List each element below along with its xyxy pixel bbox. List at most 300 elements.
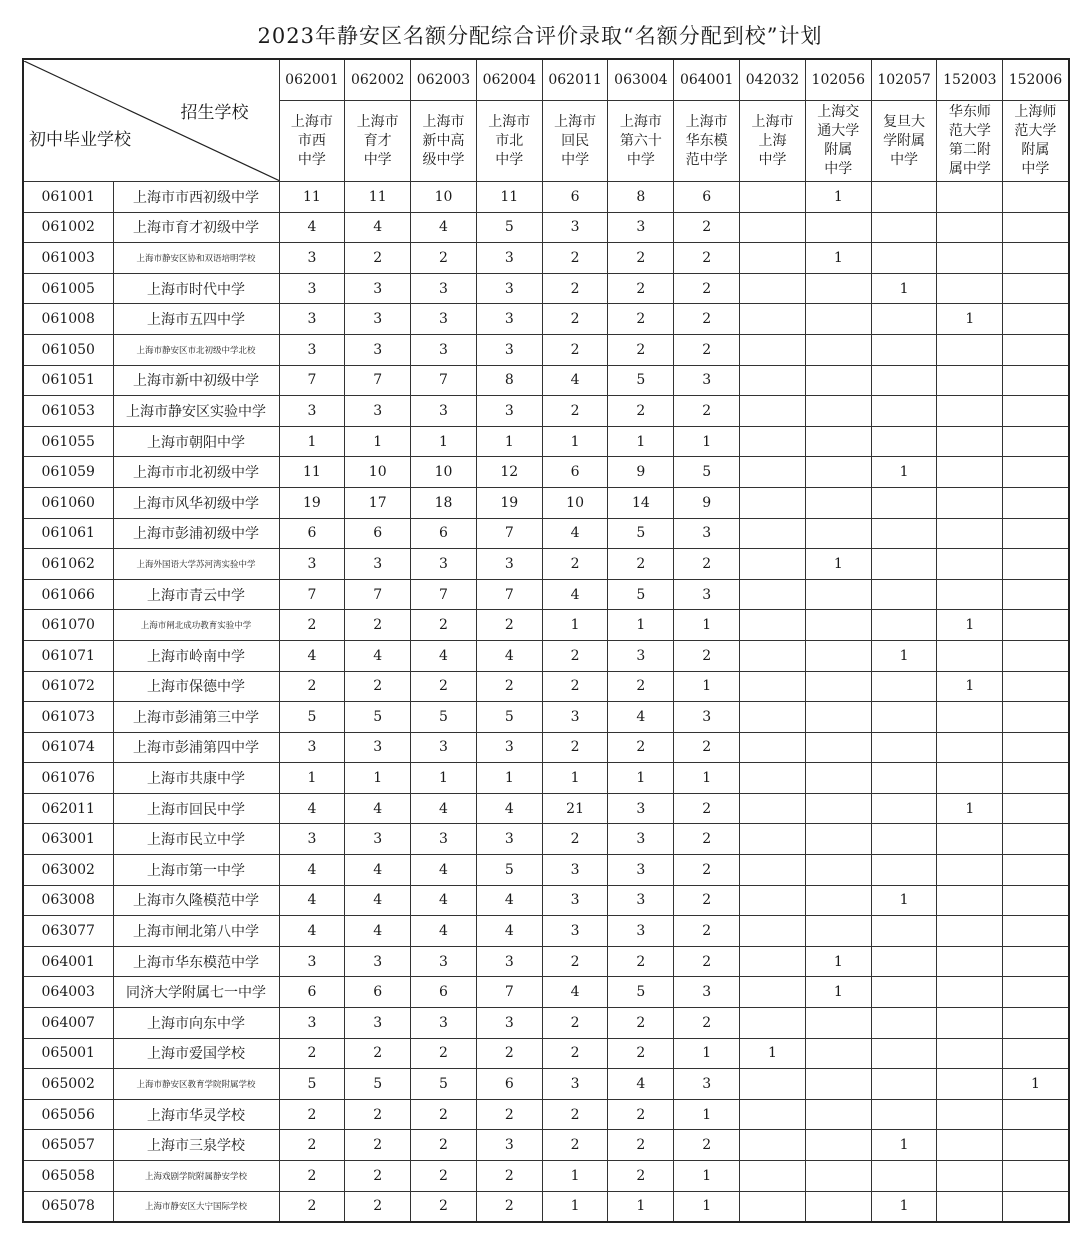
quota-cell — [805, 855, 871, 886]
school-name-line: 中学 — [758, 151, 787, 168]
quota-cell: 19 — [279, 487, 345, 518]
quota-cell — [740, 977, 806, 1008]
quota-cell: 6 — [476, 1069, 542, 1100]
school-code-header: 062002 — [345, 59, 411, 101]
quota-cell: 2 — [411, 671, 477, 702]
quota-cell: 3 — [345, 273, 411, 304]
quota-cell — [1003, 671, 1069, 702]
quota-cell — [1003, 1099, 1069, 1130]
quota-cell — [871, 243, 937, 274]
quota-cell — [871, 426, 937, 457]
quota-cell — [1003, 457, 1069, 488]
quota-cell — [937, 243, 1003, 274]
quota-cell — [871, 732, 937, 763]
quota-cell — [805, 457, 871, 488]
quota-cell: 2 — [608, 1130, 674, 1161]
graduating-school-code: 061002 — [23, 212, 113, 243]
quota-cell: 10 — [411, 182, 477, 213]
quota-cell: 2 — [345, 610, 411, 641]
quota-cell: 2 — [411, 1038, 477, 1069]
quota-cell: 3 — [542, 1069, 608, 1100]
quota-cell: 2 — [345, 1161, 411, 1192]
quota-cell: 2 — [345, 671, 411, 702]
quota-cell: 7 — [279, 365, 345, 396]
quota-cell: 7 — [345, 579, 411, 610]
quota-cell — [937, 1161, 1003, 1192]
quota-cell: 6 — [279, 518, 345, 549]
quota-cell: 4 — [279, 793, 345, 824]
quota-cell: 8 — [476, 365, 542, 396]
quota-cell — [1003, 243, 1069, 274]
quota-cell: 1 — [871, 1191, 937, 1222]
quota-cell: 2 — [411, 243, 477, 274]
quota-cell: 2 — [608, 304, 674, 335]
quota-cell: 17 — [345, 487, 411, 518]
school-name-line: 华东师 — [948, 104, 991, 120]
quota-cell: 3 — [411, 334, 477, 365]
quota-cell: 1 — [805, 182, 871, 213]
quota-cell: 2 — [411, 1161, 477, 1192]
quota-cell: 9 — [608, 457, 674, 488]
quota-cell: 3 — [411, 824, 477, 855]
quota-cell — [937, 640, 1003, 671]
table-row — [23, 885, 1069, 916]
quota-cell — [740, 671, 806, 702]
quota-cell — [1003, 763, 1069, 794]
quota-cell: 2 — [476, 1191, 542, 1222]
quota-cell: 6 — [542, 457, 608, 488]
quota-cell — [937, 1099, 1003, 1130]
quota-cell — [1003, 916, 1069, 947]
quota-cell — [1003, 487, 1069, 518]
quota-cell: 2 — [674, 334, 740, 365]
quota-cell: 5 — [345, 1069, 411, 1100]
quota-cell — [740, 946, 806, 977]
quota-cell: 3 — [608, 885, 674, 916]
school-name-line: 第六十 — [619, 132, 662, 149]
school-name-header — [345, 101, 411, 182]
quota-cell — [937, 182, 1003, 213]
quota-cell: 3 — [674, 1069, 740, 1100]
quota-cell: 3 — [345, 304, 411, 335]
table-row — [23, 549, 1069, 580]
quota-cell: 4 — [411, 640, 477, 671]
quota-cell: 3 — [279, 1008, 345, 1039]
quota-cell: 4 — [476, 640, 542, 671]
graduating-school-code: 061072 — [23, 671, 113, 702]
quota-cell: 1 — [411, 763, 477, 794]
table-row — [23, 793, 1069, 824]
quota-cell — [937, 1038, 1003, 1069]
quota-cell: 2 — [608, 1038, 674, 1069]
quota-cell: 3 — [674, 518, 740, 549]
quota-cell: 1 — [279, 426, 345, 457]
page-title: 2023年静安区名额分配综合评价录取“名额分配到校”计划 — [257, 24, 823, 48]
graduating-school-code: 061008 — [23, 304, 113, 335]
quota-cell: 1 — [674, 426, 740, 457]
table-row — [23, 365, 1069, 396]
quota-cell: 3 — [411, 396, 477, 427]
quota-cell — [1003, 549, 1069, 580]
quota-cell — [937, 732, 1003, 763]
school-name-line: 附属 — [1021, 142, 1050, 158]
quota-cell: 2 — [279, 1038, 345, 1069]
table-row — [23, 1008, 1069, 1039]
quota-cell: 2 — [674, 212, 740, 243]
graduating-school-name: 上海市静安区大宁国际学校 — [113, 1191, 279, 1222]
quota-cell: 1 — [411, 426, 477, 457]
quota-cell: 2 — [542, 1038, 608, 1069]
quota-cell: 3 — [674, 365, 740, 396]
graduating-school-name: 同济大学附属七一中学 — [113, 977, 279, 1008]
quota-cell: 4 — [345, 916, 411, 947]
school-name-line: 中学 — [297, 151, 326, 168]
quota-cell — [871, 304, 937, 335]
quota-cell — [805, 487, 871, 518]
quota-cell — [937, 1191, 1003, 1222]
quota-cell: 7 — [279, 579, 345, 610]
quota-cell: 2 — [345, 1130, 411, 1161]
school-code-header: 152006 — [1003, 59, 1069, 101]
enrolling-school-label: 招生学校 — [180, 102, 249, 123]
quota-cell: 4 — [345, 885, 411, 916]
quota-cell: 8 — [608, 182, 674, 213]
quota-cell: 2 — [411, 1099, 477, 1130]
quota-cell: 1 — [608, 610, 674, 641]
school-name-header — [740, 101, 806, 182]
quota-cell: 1 — [937, 304, 1003, 335]
graduating-school-label: 初中毕业学校 — [29, 129, 131, 150]
graduating-school-name: 上海市静安区教育学院附属学校 — [113, 1069, 279, 1100]
table-row — [23, 182, 1069, 213]
quota-cell — [1003, 610, 1069, 641]
quota-cell — [805, 1130, 871, 1161]
quota-cell: 21 — [542, 793, 608, 824]
quota-cell — [937, 549, 1003, 580]
quota-cell — [740, 1130, 806, 1161]
quota-cell: 1 — [542, 1161, 608, 1192]
school-name-line: 范大学 — [948, 123, 991, 139]
school-name-header — [674, 101, 740, 182]
quota-cell — [805, 579, 871, 610]
quota-cell: 11 — [345, 182, 411, 213]
quota-cell: 19 — [476, 487, 542, 518]
quota-cell: 3 — [608, 916, 674, 947]
quota-cell: 1 — [937, 793, 1003, 824]
quota-cell — [805, 1008, 871, 1039]
quota-cell: 2 — [279, 1099, 345, 1130]
quota-cell: 2 — [345, 243, 411, 274]
graduating-school-name: 上海市闸北第八中学 — [113, 916, 279, 947]
school-name-header — [937, 101, 1003, 182]
quota-cell — [871, 946, 937, 977]
table-row — [23, 763, 1069, 794]
school-code-header: 064001 — [674, 59, 740, 101]
quota-cell: 3 — [476, 549, 542, 580]
quota-cell — [740, 426, 806, 457]
school-name-header — [542, 101, 608, 182]
quota-cell — [740, 824, 806, 855]
quota-cell — [871, 702, 937, 733]
quota-cell: 2 — [279, 1130, 345, 1161]
quota-cell — [1003, 212, 1069, 243]
graduating-school-code: 061076 — [23, 763, 113, 794]
quota-cell: 5 — [279, 702, 345, 733]
school-name-line: 上海市 — [554, 113, 597, 130]
quota-cell — [1003, 855, 1069, 886]
quota-cell: 2 — [542, 640, 608, 671]
quota-cell: 2 — [542, 732, 608, 763]
quota-cell: 2 — [608, 732, 674, 763]
quota-cell — [805, 1161, 871, 1192]
school-name-line: 范大学 — [1014, 123, 1057, 139]
quota-cell: 5 — [608, 518, 674, 549]
quota-cell: 2 — [674, 396, 740, 427]
quota-cell: 4 — [411, 793, 477, 824]
quota-cell: 7 — [476, 977, 542, 1008]
quota-cell: 3 — [476, 243, 542, 274]
school-name-header — [805, 101, 871, 182]
quota-cell — [1003, 1161, 1069, 1192]
quota-cell: 4 — [476, 916, 542, 947]
graduating-school-code: 065056 — [23, 1099, 113, 1130]
quota-cell — [805, 793, 871, 824]
quota-cell — [740, 610, 806, 641]
table-row — [23, 396, 1069, 427]
quota-cell: 3 — [345, 396, 411, 427]
school-name-line: 附属 — [824, 142, 853, 158]
school-name-line: 上海市 — [619, 113, 662, 130]
graduating-school-name: 上海市新中初级中学 — [113, 365, 279, 396]
school-code-header: 063004 — [608, 59, 674, 101]
quota-cell — [805, 365, 871, 396]
graduating-school-code: 061059 — [23, 457, 113, 488]
quota-cell: 1 — [542, 1191, 608, 1222]
graduating-school-name: 上海市彭浦第四中学 — [113, 732, 279, 763]
school-name-line: 华东模 — [685, 132, 728, 149]
graduating-school-code: 065058 — [23, 1161, 113, 1192]
graduating-school-code: 064007 — [23, 1008, 113, 1039]
quota-cell — [871, 1069, 937, 1100]
quota-cell: 2 — [674, 273, 740, 304]
quota-cell — [937, 977, 1003, 1008]
quota-cell — [740, 732, 806, 763]
school-name-line: 上海市 — [290, 113, 333, 130]
quota-cell: 1 — [740, 1038, 806, 1069]
school-name-line: 育才 — [363, 132, 392, 149]
quota-cell: 3 — [542, 212, 608, 243]
graduating-school-name: 上海市保德中学 — [113, 671, 279, 702]
quota-cell — [871, 579, 937, 610]
quota-cell — [1003, 304, 1069, 335]
table-row — [23, 1191, 1069, 1222]
quota-cell — [1003, 946, 1069, 977]
quota-cell — [805, 334, 871, 365]
graduating-school-name: 上海市风华初级中学 — [113, 487, 279, 518]
graduating-school-code: 061001 — [23, 182, 113, 213]
quota-cell: 3 — [279, 304, 345, 335]
quota-cell: 1 — [476, 426, 542, 457]
graduating-school-name: 上海市华东模范中学 — [113, 946, 279, 977]
quota-cell: 3 — [345, 1008, 411, 1039]
graduating-school-name: 上海外国语大学苏河湾实验中学 — [113, 549, 279, 580]
quota-cell: 2 — [608, 1161, 674, 1192]
quota-cell: 2 — [345, 1038, 411, 1069]
school-name-line: 中学 — [890, 151, 919, 168]
quota-cell: 1 — [674, 763, 740, 794]
school-name-line: 中学 — [824, 161, 853, 177]
quota-cell — [740, 1069, 806, 1100]
quota-cell: 2 — [411, 1191, 477, 1222]
quota-cell: 1 — [674, 671, 740, 702]
quota-cell: 1 — [345, 426, 411, 457]
quota-cell: 6 — [542, 182, 608, 213]
school-name-header — [411, 101, 477, 182]
school-name-line: 回民 — [561, 132, 590, 149]
quota-cell: 1 — [608, 426, 674, 457]
quota-cell: 2 — [608, 396, 674, 427]
quota-cell: 1 — [608, 763, 674, 794]
quota-cell — [871, 671, 937, 702]
quota-cell: 3 — [542, 885, 608, 916]
quota-cell: 7 — [476, 579, 542, 610]
quota-cell: 6 — [411, 977, 477, 1008]
quota-cell: 3 — [476, 946, 542, 977]
quota-cell: 3 — [411, 273, 477, 304]
quota-cell: 2 — [542, 671, 608, 702]
quota-cell: 4 — [279, 855, 345, 886]
school-code-header: 102056 — [805, 59, 871, 101]
quota-cell: 4 — [411, 916, 477, 947]
table-row — [23, 1099, 1069, 1130]
quota-cell — [740, 640, 806, 671]
quota-cell — [1003, 579, 1069, 610]
quota-cell — [805, 273, 871, 304]
table-row — [23, 1038, 1069, 1069]
quota-cell: 1 — [937, 610, 1003, 641]
quota-cell: 5 — [411, 1069, 477, 1100]
quota-cell — [805, 212, 871, 243]
quota-cell: 7 — [411, 365, 477, 396]
quota-cell — [1003, 702, 1069, 733]
table-row — [23, 610, 1069, 641]
quota-cell: 3 — [279, 243, 345, 274]
school-name-line: 通大学 — [817, 123, 860, 139]
school-code-header-row — [23, 59, 1069, 101]
table-row — [23, 732, 1069, 763]
quota-cell: 6 — [345, 977, 411, 1008]
quota-cell: 3 — [411, 549, 477, 580]
quota-cell — [740, 579, 806, 610]
quota-cell — [937, 457, 1003, 488]
quota-cell: 5 — [674, 457, 740, 488]
quota-cell — [805, 702, 871, 733]
quota-cell: 10 — [542, 487, 608, 518]
graduating-school-name: 上海市静安区实验中学 — [113, 396, 279, 427]
graduating-school-code: 062011 — [23, 793, 113, 824]
quota-cell: 5 — [345, 702, 411, 733]
table-row — [23, 273, 1069, 304]
quota-cell: 2 — [674, 304, 740, 335]
table-row — [23, 671, 1069, 702]
quota-cell: 18 — [411, 487, 477, 518]
quota-cell: 4 — [345, 212, 411, 243]
graduating-school-name: 上海市民立中学 — [113, 824, 279, 855]
quota-cell — [871, 855, 937, 886]
quota-cell: 4 — [476, 885, 542, 916]
quota-cell: 1 — [674, 1099, 740, 1130]
quota-cell — [805, 671, 871, 702]
quota-cell: 2 — [674, 793, 740, 824]
quota-cell: 2 — [674, 824, 740, 855]
school-name-line: 复旦大 — [883, 113, 926, 130]
school-name-line: 新中高 — [422, 132, 465, 149]
school-name-line: 中学 — [561, 151, 590, 168]
table-row — [23, 487, 1069, 518]
corner-header-cell — [23, 59, 279, 182]
quota-cell — [871, 365, 937, 396]
quota-cell: 2 — [674, 1008, 740, 1039]
graduating-school-code: 063077 — [23, 916, 113, 947]
school-name-line: 市北 — [495, 132, 524, 149]
quota-cell: 3 — [476, 304, 542, 335]
quota-cell: 2 — [542, 273, 608, 304]
quota-cell: 6 — [345, 518, 411, 549]
graduating-school-code: 061053 — [23, 396, 113, 427]
school-name-header — [871, 101, 937, 182]
school-name-line: 第二附 — [948, 142, 991, 158]
quota-cell — [1003, 977, 1069, 1008]
graduating-school-code: 061005 — [23, 273, 113, 304]
quota-cell — [740, 487, 806, 518]
quota-cell: 4 — [411, 855, 477, 886]
graduating-school-code: 065078 — [23, 1191, 113, 1222]
quota-cell: 2 — [542, 1099, 608, 1130]
school-name-line: 上海市 — [422, 113, 465, 130]
quota-cell: 2 — [411, 1130, 477, 1161]
quota-cell — [805, 763, 871, 794]
table-row — [23, 304, 1069, 335]
quota-cell — [740, 549, 806, 580]
quota-cell — [740, 1191, 806, 1222]
quota-cell: 4 — [279, 885, 345, 916]
quota-cell: 3 — [476, 396, 542, 427]
quota-cell: 2 — [411, 610, 477, 641]
quota-cell: 3 — [542, 855, 608, 886]
quota-cell: 1 — [476, 763, 542, 794]
graduating-school-name: 上海市华灵学校 — [113, 1099, 279, 1130]
quota-cell: 3 — [674, 977, 740, 1008]
school-name-line: 属中学 — [948, 161, 991, 177]
quota-cell: 3 — [542, 702, 608, 733]
quota-cell — [740, 1161, 806, 1192]
graduating-school-code: 063008 — [23, 885, 113, 916]
graduating-school-code: 061061 — [23, 518, 113, 549]
quota-cell: 2 — [345, 1099, 411, 1130]
quota-cell — [871, 824, 937, 855]
quota-cell — [937, 1130, 1003, 1161]
table-row — [23, 212, 1069, 243]
quota-cell: 6 — [674, 182, 740, 213]
quota-cell: 1 — [542, 426, 608, 457]
quota-cell — [937, 1069, 1003, 1100]
quota-cell: 2 — [608, 671, 674, 702]
quota-cell: 11 — [279, 182, 345, 213]
table-row — [23, 243, 1069, 274]
quota-cell: 2 — [608, 946, 674, 977]
quota-cell — [871, 549, 937, 580]
table-row — [23, 426, 1069, 457]
